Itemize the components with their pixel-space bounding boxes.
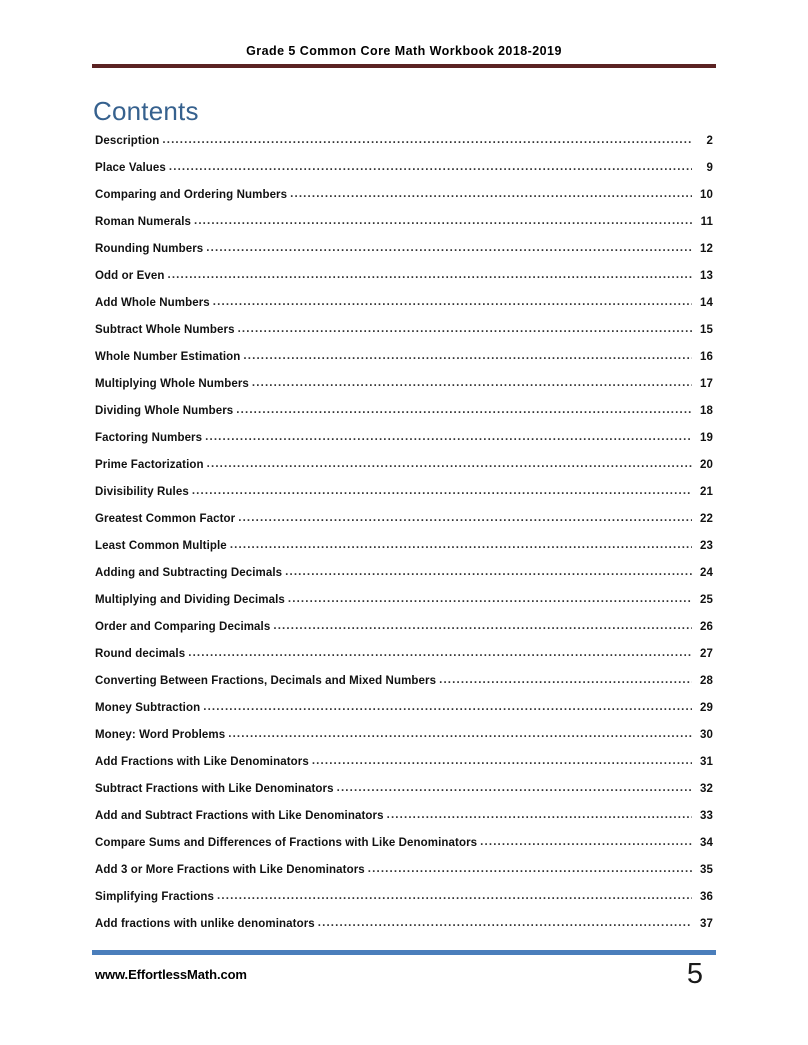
toc-leader-dots: [285, 565, 692, 576]
toc-leader-dots: [439, 673, 692, 684]
running-header: [92, 44, 716, 58]
footer-divider-rule: [92, 950, 716, 955]
toc-entry-page-number: 10: [700, 189, 713, 201]
toc-entry-page-number: 18: [700, 405, 713, 417]
toc-leader-dots: [318, 916, 692, 927]
toc-entry-page-number: 15: [700, 324, 713, 336]
toc-leader-dots: [205, 430, 692, 441]
toc-entry-title: Compare Sums and Differences of Fractions with Like Denominators: [95, 837, 478, 849]
toc-entry-page-number: 32: [700, 783, 713, 795]
toc-entry[interactable]: [95, 754, 713, 781]
toc-entry-page-number: 29: [700, 702, 713, 714]
toc-entry-page-number: 28: [700, 675, 713, 687]
header-divider-rule: [92, 64, 716, 68]
footer-page-number: 5: [686, 958, 704, 990]
toc-entry-page-number: 34: [700, 837, 713, 849]
toc-leader-dots: [236, 403, 692, 414]
toc-leader-dots: [230, 538, 692, 549]
toc-entry-page-number: 2: [706, 135, 713, 147]
toc-leader-dots: [188, 646, 692, 657]
toc-leader-dots: [167, 268, 692, 279]
toc-entry[interactable]: [95, 862, 713, 889]
toc-entry-page-number: 36: [700, 891, 713, 903]
toc-entry[interactable]: [95, 241, 713, 268]
toc-entry-title: Least Common Multiple: [95, 540, 227, 552]
toc-entry-page-number: 25: [700, 594, 713, 606]
toc-entry-title: Money: Word Problems: [95, 729, 226, 741]
toc-entry[interactable]: [95, 295, 713, 322]
toc-entry-page-number: 11: [700, 216, 713, 228]
toc-entry-page-number: 17: [700, 378, 713, 390]
toc-entry-title: Add fractions with unlike denominators: [95, 918, 315, 930]
toc-leader-dots: [480, 835, 692, 846]
running-header-title: Grade 5 Common Core Math Workbook 2018-2019: [246, 44, 562, 58]
toc-leader-dots: [162, 133, 692, 144]
toc-entry[interactable]: [95, 781, 713, 808]
toc-entry-page-number: 22: [700, 513, 713, 525]
toc-entry-title: Divisibility Rules: [95, 486, 189, 498]
toc-entry[interactable]: [95, 484, 713, 511]
toc-leader-dots: [203, 700, 692, 711]
toc-entry[interactable]: [95, 835, 713, 862]
toc-entry-page-number: 27: [700, 648, 713, 660]
toc-entry-title: Add Fractions with Like Denominators: [95, 756, 309, 768]
toc-entry-title: Money Subtraction: [95, 702, 201, 714]
toc-entry-page-number: 13: [700, 270, 713, 282]
toc-entry-title: Factoring Numbers: [95, 432, 203, 444]
toc-entry-page-number: 26: [700, 621, 713, 633]
toc-entry[interactable]: [95, 160, 713, 187]
toc-entry[interactable]: [95, 457, 713, 484]
toc-leader-dots: [206, 241, 692, 252]
toc-leader-dots: [312, 754, 692, 765]
toc-entry-title: Description: [95, 135, 160, 147]
toc-leader-dots: [228, 727, 692, 738]
toc-leader-dots: [217, 889, 692, 900]
toc-entry[interactable]: [95, 214, 713, 241]
toc-entry-page-number: 14: [700, 297, 713, 309]
toc-leader-dots: [368, 862, 692, 873]
toc-entry-title: Dividing Whole Numbers: [95, 405, 234, 417]
toc-entry-title: Odd or Even: [95, 270, 165, 282]
toc-entry-page-number: 9: [706, 162, 713, 174]
toc-entry-page-number: 35: [700, 864, 713, 876]
toc-entry-title: Subtract Whole Numbers: [95, 324, 235, 336]
toc-entry[interactable]: [95, 376, 713, 403]
toc-entry[interactable]: [95, 808, 713, 835]
toc-entry[interactable]: [95, 511, 713, 538]
toc-entry-title: Add and Subtract Fractions with Like Denominators: [95, 810, 384, 822]
toc-entry-title: Greatest Common Factor: [95, 513, 236, 525]
toc-leader-dots: [387, 808, 692, 819]
toc-entry-title: Order and Comparing Decimals: [95, 621, 271, 633]
toc-entry-title: Rounding Numbers: [95, 243, 204, 255]
toc-entry[interactable]: [95, 727, 713, 754]
toc-entry-page-number: 33: [700, 810, 713, 822]
table-of-contents: [95, 133, 713, 943]
toc-entry-title: Whole Number Estimation: [95, 351, 241, 363]
toc-leader-dots: [273, 619, 692, 630]
toc-entry[interactable]: [95, 430, 713, 457]
toc-entry[interactable]: [95, 187, 713, 214]
toc-entry-title: Place Values: [95, 162, 166, 174]
toc-entry-page-number: 30: [700, 729, 713, 741]
toc-leader-dots: [192, 484, 692, 495]
toc-entry[interactable]: [95, 322, 713, 349]
toc-leader-dots: [213, 295, 692, 306]
toc-entry-title: Roman Numerals: [95, 216, 191, 228]
toc-entry[interactable]: [95, 700, 713, 727]
toc-entry-page-number: 37: [700, 918, 713, 930]
toc-entry-title: Subtract Fractions with Like Denominators: [95, 783, 334, 795]
page-title: Contents: [93, 96, 199, 126]
toc-entry[interactable]: [95, 619, 713, 646]
toc-entry-page-number: 12: [700, 243, 713, 255]
toc-entry-title: Converting Between Fractions, Decimals and Mixed Numbers: [95, 675, 437, 687]
toc-entry-page-number: 19: [700, 432, 713, 444]
toc-entry[interactable]: [95, 646, 713, 673]
toc-entry-page-number: 31: [700, 756, 713, 768]
toc-leader-dots: [238, 511, 692, 522]
toc-entry[interactable]: [95, 565, 713, 592]
toc-entry[interactable]: [95, 403, 713, 430]
toc-entry-title: Adding and Subtracting Decimals: [95, 567, 283, 579]
toc-entry[interactable]: [95, 592, 713, 619]
toc-entry-page-number: 23: [700, 540, 713, 552]
toc-leader-dots: [252, 376, 692, 387]
toc-entry-page-number: 21: [700, 486, 713, 498]
toc-leader-dots: [243, 349, 692, 360]
toc-entry-title: Simplifying Fractions: [95, 891, 215, 903]
toc-entry-title: Add Whole Numbers: [95, 297, 210, 309]
toc-entry[interactable]: [95, 673, 713, 700]
toc-entry-title: Prime Factorization: [95, 459, 204, 471]
toc-entry[interactable]: [95, 349, 713, 376]
toc-entry-title: Add 3 or More Fractions with Like Denominators: [95, 864, 365, 876]
footer-website: www.EffortlessMath.com: [95, 967, 247, 982]
toc-leader-dots: [337, 781, 692, 792]
toc-entry-title: Multiplying Whole Numbers: [95, 378, 249, 390]
toc-leader-dots: [290, 187, 692, 198]
toc-entry-title: Multiplying and Dividing Decimals: [95, 594, 285, 606]
toc-entry[interactable]: [95, 889, 713, 916]
toc-entry-page-number: 24: [700, 567, 713, 579]
toc-leader-dots: [288, 592, 692, 603]
toc-entry[interactable]: [95, 538, 713, 565]
toc-leader-dots: [194, 214, 692, 225]
toc-leader-dots: [207, 457, 692, 468]
toc-entry-title: Comparing and Ordering Numbers: [95, 189, 288, 201]
toc-entry-page-number: 20: [700, 459, 713, 471]
toc-entry-page-number: 16: [700, 351, 713, 363]
toc-entry-title: Round decimals: [95, 648, 186, 660]
toc-leader-dots: [238, 322, 692, 333]
toc-entry[interactable]: [95, 133, 713, 160]
toc-entry[interactable]: [95, 268, 713, 295]
toc-entry[interactable]: [95, 916, 713, 943]
toc-leader-dots: [169, 160, 692, 171]
